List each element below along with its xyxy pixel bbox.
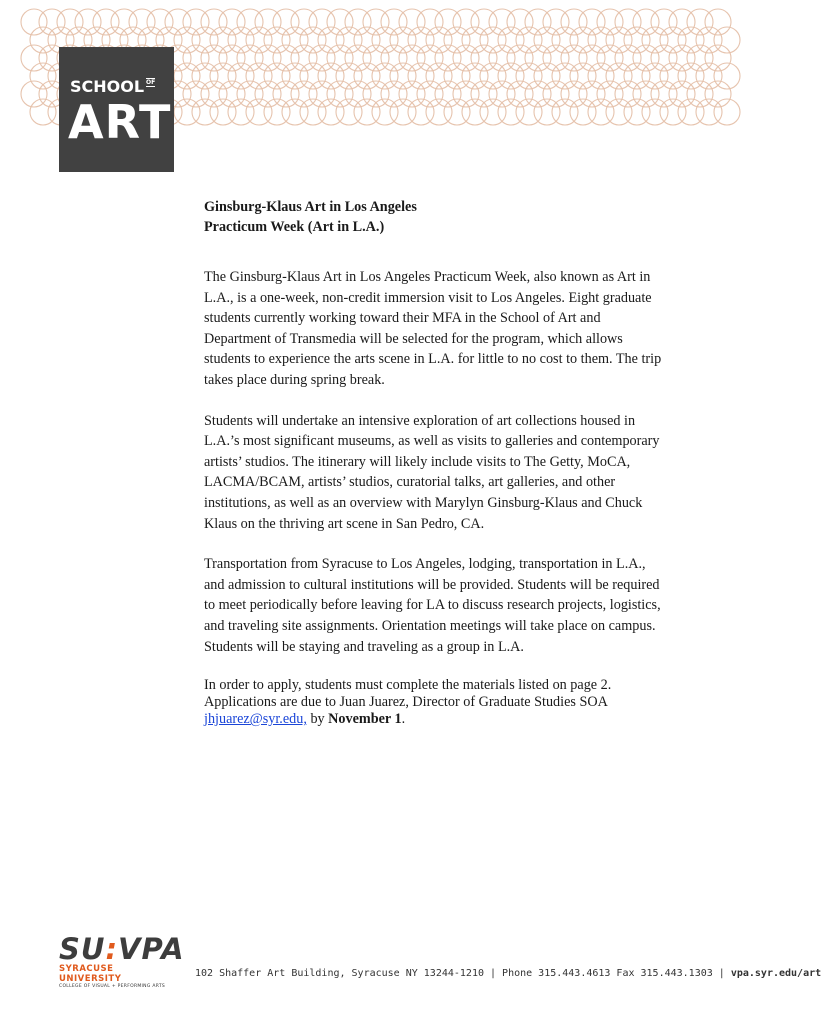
su-mark-colon: : [105,932,119,966]
deadline: November 1 [328,711,402,728]
website-link[interactable]: vpa.syr.edu/art [730,968,821,979]
su-mark-left: SU [59,932,106,966]
by-text: by [306,711,329,728]
paragraph-logistics: Transportation from Syracuse to Los Angeles, lodging, transportation in L.A., and admission to cultural institutions will be provided. Students will be required to meet periodically before leaving for LA to discuss research projects, logistics, and traveling site assignments. Orientation meetings will take place on campus. Students will be staying and traveling as a group in L.A. [204,556,661,655]
paragraph-itinerary: Students will undertake an intensive exploration of art collections housed in L.A.’s most significant museums, as well as visits to galleries and contemporary artists’ studios. The itinerary will likely include visits to The Getty, MoCA, LACMA/BCAM, artists’ studios, curatorial talks, art galleries, and other institutions, as well as an overview with Marylyn Ginsburg-Klaus and Chuck Klaus on the thriving art scene in San Pedro, CA. [204,412,660,532]
document-title [204,197,664,237]
footer-address [195,968,821,979]
college-name: COLLEGE OF VISUAL + PERFORMING ARTS [59,984,166,989]
su-vpa-mark [59,932,185,966]
su-vpa-logo [59,932,185,990]
logo-line1: SCHOOL [70,77,145,96]
logo-of: OF [146,79,156,86]
title-line1: Ginsburg-Klaus Art in Los Angeles [204,199,417,215]
email-link[interactable]: jhjuarez@syr.edu, [204,711,307,728]
period: . [401,711,406,728]
paragraph-application [204,677,664,728]
logo-line2: ART [68,95,172,149]
university-name: SYRACUSE UNIVERSITY [59,964,122,984]
su-mark-right: VPA [118,932,185,966]
address-text: 102 Shaffer Art Building, Syracuse NY 13244-1210 | Phone 315.443.4613 Fax 315.443.1303 | [195,968,731,979]
footer [0,930,821,990]
application-line2: Applications are due to Juan Juarez, Director of Graduate Studies SOA [204,694,608,711]
title-line2: Practicum Week (Art in L.A.) [204,219,385,235]
application-line1: In order to apply, students must complete the materials listed on page 2. [204,677,612,694]
school-of-art-logo [59,47,174,172]
document-body [204,197,664,748]
paragraph-overview: The Ginsburg-Klaus Art in Los Angeles Practicum Week, also known as Art in L.A., is a one-week, non-credit immersion visit to Los Angeles. Eight graduate students currently working toward their MFA in the School of Art and Department of Transmedia will be selected for the program, which allows students to experience the arts scene in L.A. for little to no cost to them. The trip takes place during spring break. [204,269,662,388]
